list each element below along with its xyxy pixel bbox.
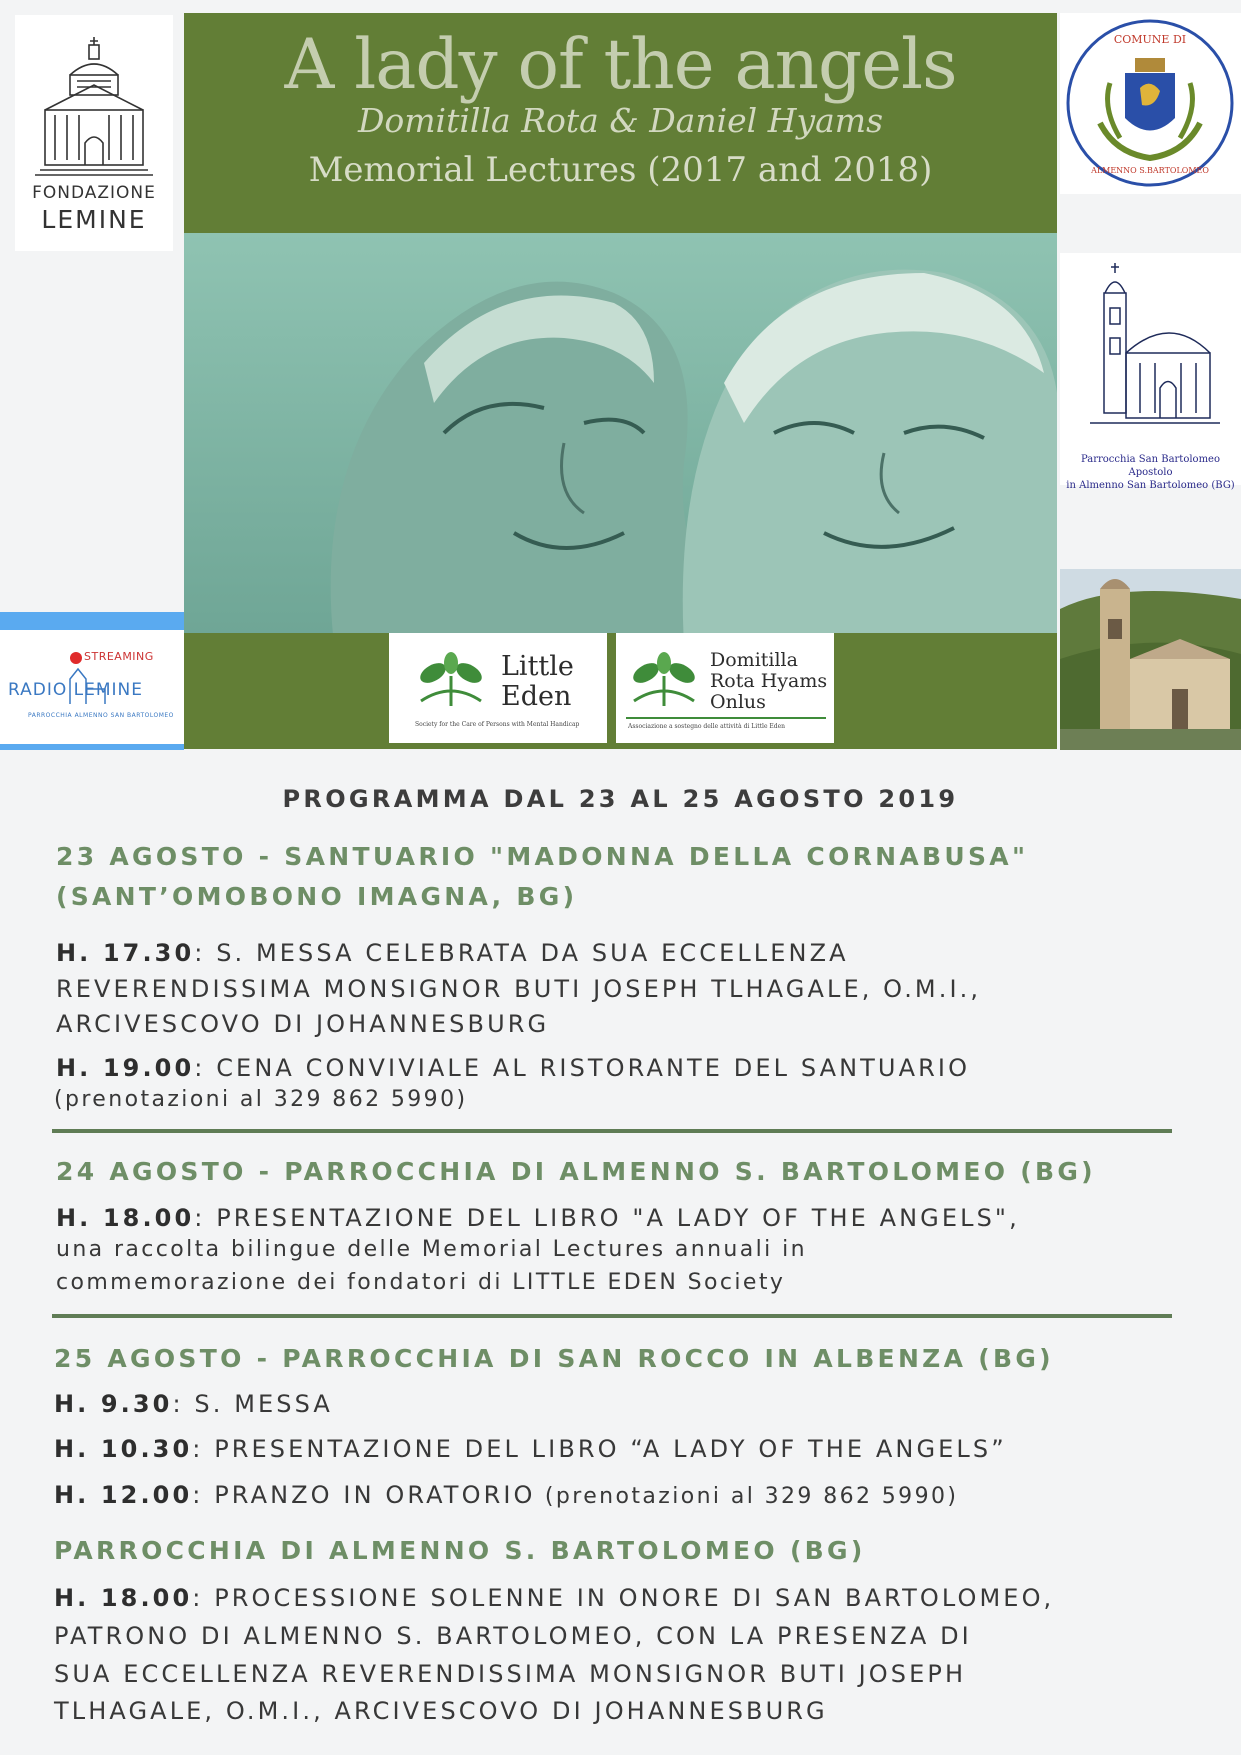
program-title: PROGRAMMA DAL 23 AL 25 AGOSTO 2019 — [282, 785, 959, 813]
day23-event1-line1 — [56, 939, 849, 967]
little-eden-line1: Little — [501, 651, 574, 682]
hero-title: A lady of the angels — [284, 25, 957, 105]
day25-event4-line3: SUA ECCELLENZA REVERENDISSIMA MONSIGNOR BUTI JOSEPH — [54, 1660, 967, 1688]
day25-event4-line2: PATRONO DI ALMENNO S. BARTOLOMEO, CON LA PRESENZA DI — [54, 1622, 972, 1650]
parrocchia-caption-line1: Parrocchia San Bartolomeo Apostolo — [1080, 454, 1220, 478]
day25-event4-text: : PROCESSIONE SOLENNE IN ONORE DI SAN BARTOLOMEO, — [192, 1584, 1055, 1612]
day25-event2-text: : PRESENTAZIONE DEL LIBRO “A LADY OF THE ANGELS” — [192, 1435, 1007, 1463]
comune-top-text: COMUNE DI — [1113, 33, 1187, 46]
domitilla-rule — [626, 717, 826, 719]
church-drawing-icon — [1060, 253, 1241, 448]
comune-bottom-text: ALMENNO S.BARTOLOMEO — [1091, 166, 1209, 175]
domitilla-onlus-logo — [616, 633, 834, 743]
day25-event1 — [54, 1390, 333, 1418]
hero-title-block — [184, 13, 1057, 233]
day24-heading: 24 AGOSTO - PARROCCHIA DI ALMENNO S. BARTOLOMEO (BG) — [56, 1157, 1096, 1186]
section-divider — [52, 1314, 1172, 1318]
domitilla-line3: Onlus — [710, 691, 766, 713]
day23-event2-text: : CENA CONVIVIALE AL RISTORANTE DEL SANTUARIO — [194, 1054, 971, 1082]
day23-event1-time: H. 17.30 — [56, 939, 195, 967]
radio-lemine-logo — [0, 612, 184, 750]
day25-heading: 25 AGOSTO - PARROCCHIA DI SAN ROCCO IN ALBENZA (BG) — [54, 1344, 1054, 1373]
day23-heading-line1: 23 AGOSTO - SANTUARIO "MADONNA DELLA CORNABUSA" — [56, 842, 1029, 871]
day23-event2-line1 — [56, 1054, 970, 1082]
radio-streaming-label: STREAMING — [84, 650, 154, 663]
domitilla-line1: Domitilla — [710, 649, 798, 671]
record-dot-icon — [70, 652, 82, 664]
day25-event2-time: H. 10.30 — [54, 1435, 193, 1463]
hero-subtitle: Domitilla Rota & Daniel Hyams — [357, 101, 884, 140]
domitilla-tagline: Associazione a sostegno delle attività di Little Eden — [628, 723, 786, 730]
church-rotunda-icon — [15, 15, 173, 180]
day25-event4-time: H. 18.00 — [54, 1584, 193, 1612]
day24-event1-line3: commemorazione dei fondatori di LITTLE EDEN Society — [56, 1270, 786, 1295]
section-divider — [52, 1129, 1172, 1133]
parrocchia-caption-line2: in Almenno San Bartolomeo (BG) — [1066, 480, 1235, 491]
parrocchia-logo — [1060, 253, 1241, 491]
radio-sub: PARROCCHIA ALMENNO SAN BARTOLOMEO — [28, 712, 174, 719]
portrait-painting — [184, 233, 1057, 645]
day24-event1-time: H. 18.00 — [56, 1204, 195, 1232]
day23-event1-line2: REVERENDISSIMA MONSIGNOR BUTI JOSEPH TLHAGALE, O.M.I., — [56, 975, 982, 1003]
domitilla-line2: Rota Hyams — [710, 670, 828, 692]
day25-event4-line4: TLHAGALE, O.M.I., ARCIVESCOVO DI JOHANNESBURG — [54, 1697, 828, 1725]
day25-heading2: PARROCCHIA DI ALMENNO S. BARTOLOMEO (BG) — [54, 1536, 866, 1565]
day23-heading-line2: (SANT’OMOBONO IMAGNA, BG) — [56, 882, 578, 911]
leaf-tree-icon — [624, 651, 704, 711]
fondazione-lemine-logo — [15, 15, 173, 251]
day25-event4-line1 — [54, 1584, 1054, 1612]
radio-logo-panel — [0, 630, 184, 744]
logo-lemine-line1: FONDAZIONE — [32, 183, 156, 203]
comune-coat-of-arms — [1060, 13, 1241, 194]
leaf-tree-icon — [411, 651, 491, 711]
day24-event1-line1 — [56, 1204, 1020, 1232]
day25-event2 — [54, 1435, 1007, 1463]
day25-event3-note: (prenotazioni al 329 862 5990) — [535, 1484, 959, 1509]
logo-lemine-line2: LEMINE — [41, 205, 147, 234]
day25-event1-text: : S. MESSA — [172, 1390, 333, 1418]
day23-event1-text: : S. MESSA CELEBRATA DA SUA ECCELLENZA — [194, 939, 849, 967]
day25-event3-text: : PRANZO IN ORATORIO — [192, 1481, 536, 1509]
little-eden-tagline: Society for the Care of Persons with Mental Handicap — [415, 721, 580, 728]
church-photo — [1060, 569, 1241, 750]
little-eden-line2: Eden — [501, 681, 572, 712]
hero-lectures: Memorial Lectures (2017 and 2018) — [308, 150, 933, 190]
day23-event2-note: (prenotazioni al 329 862 5990) — [54, 1087, 468, 1112]
parrocchia-caption — [1060, 453, 1241, 492]
radio-name: RADIO LEMINE — [8, 680, 143, 700]
day23-event2-time: H. 19.00 — [56, 1054, 195, 1082]
little-eden-logo — [389, 633, 607, 743]
day23-event1-line3: ARCIVESCOVO DI JOHANNESBURG — [56, 1010, 550, 1038]
hero-banner — [184, 13, 1057, 749]
day24-event1-line2: una raccolta bilingue delle Memorial Lectures annuali in — [56, 1237, 807, 1262]
day24-event1-text: : PRESENTAZIONE DEL LIBRO "A LADY OF THE ANGELS", — [194, 1204, 1020, 1232]
day25-event3-time: H. 12.00 — [54, 1481, 193, 1509]
day25-event3 — [54, 1481, 958, 1509]
day25-event1-time: H. 9.30 — [54, 1390, 173, 1418]
